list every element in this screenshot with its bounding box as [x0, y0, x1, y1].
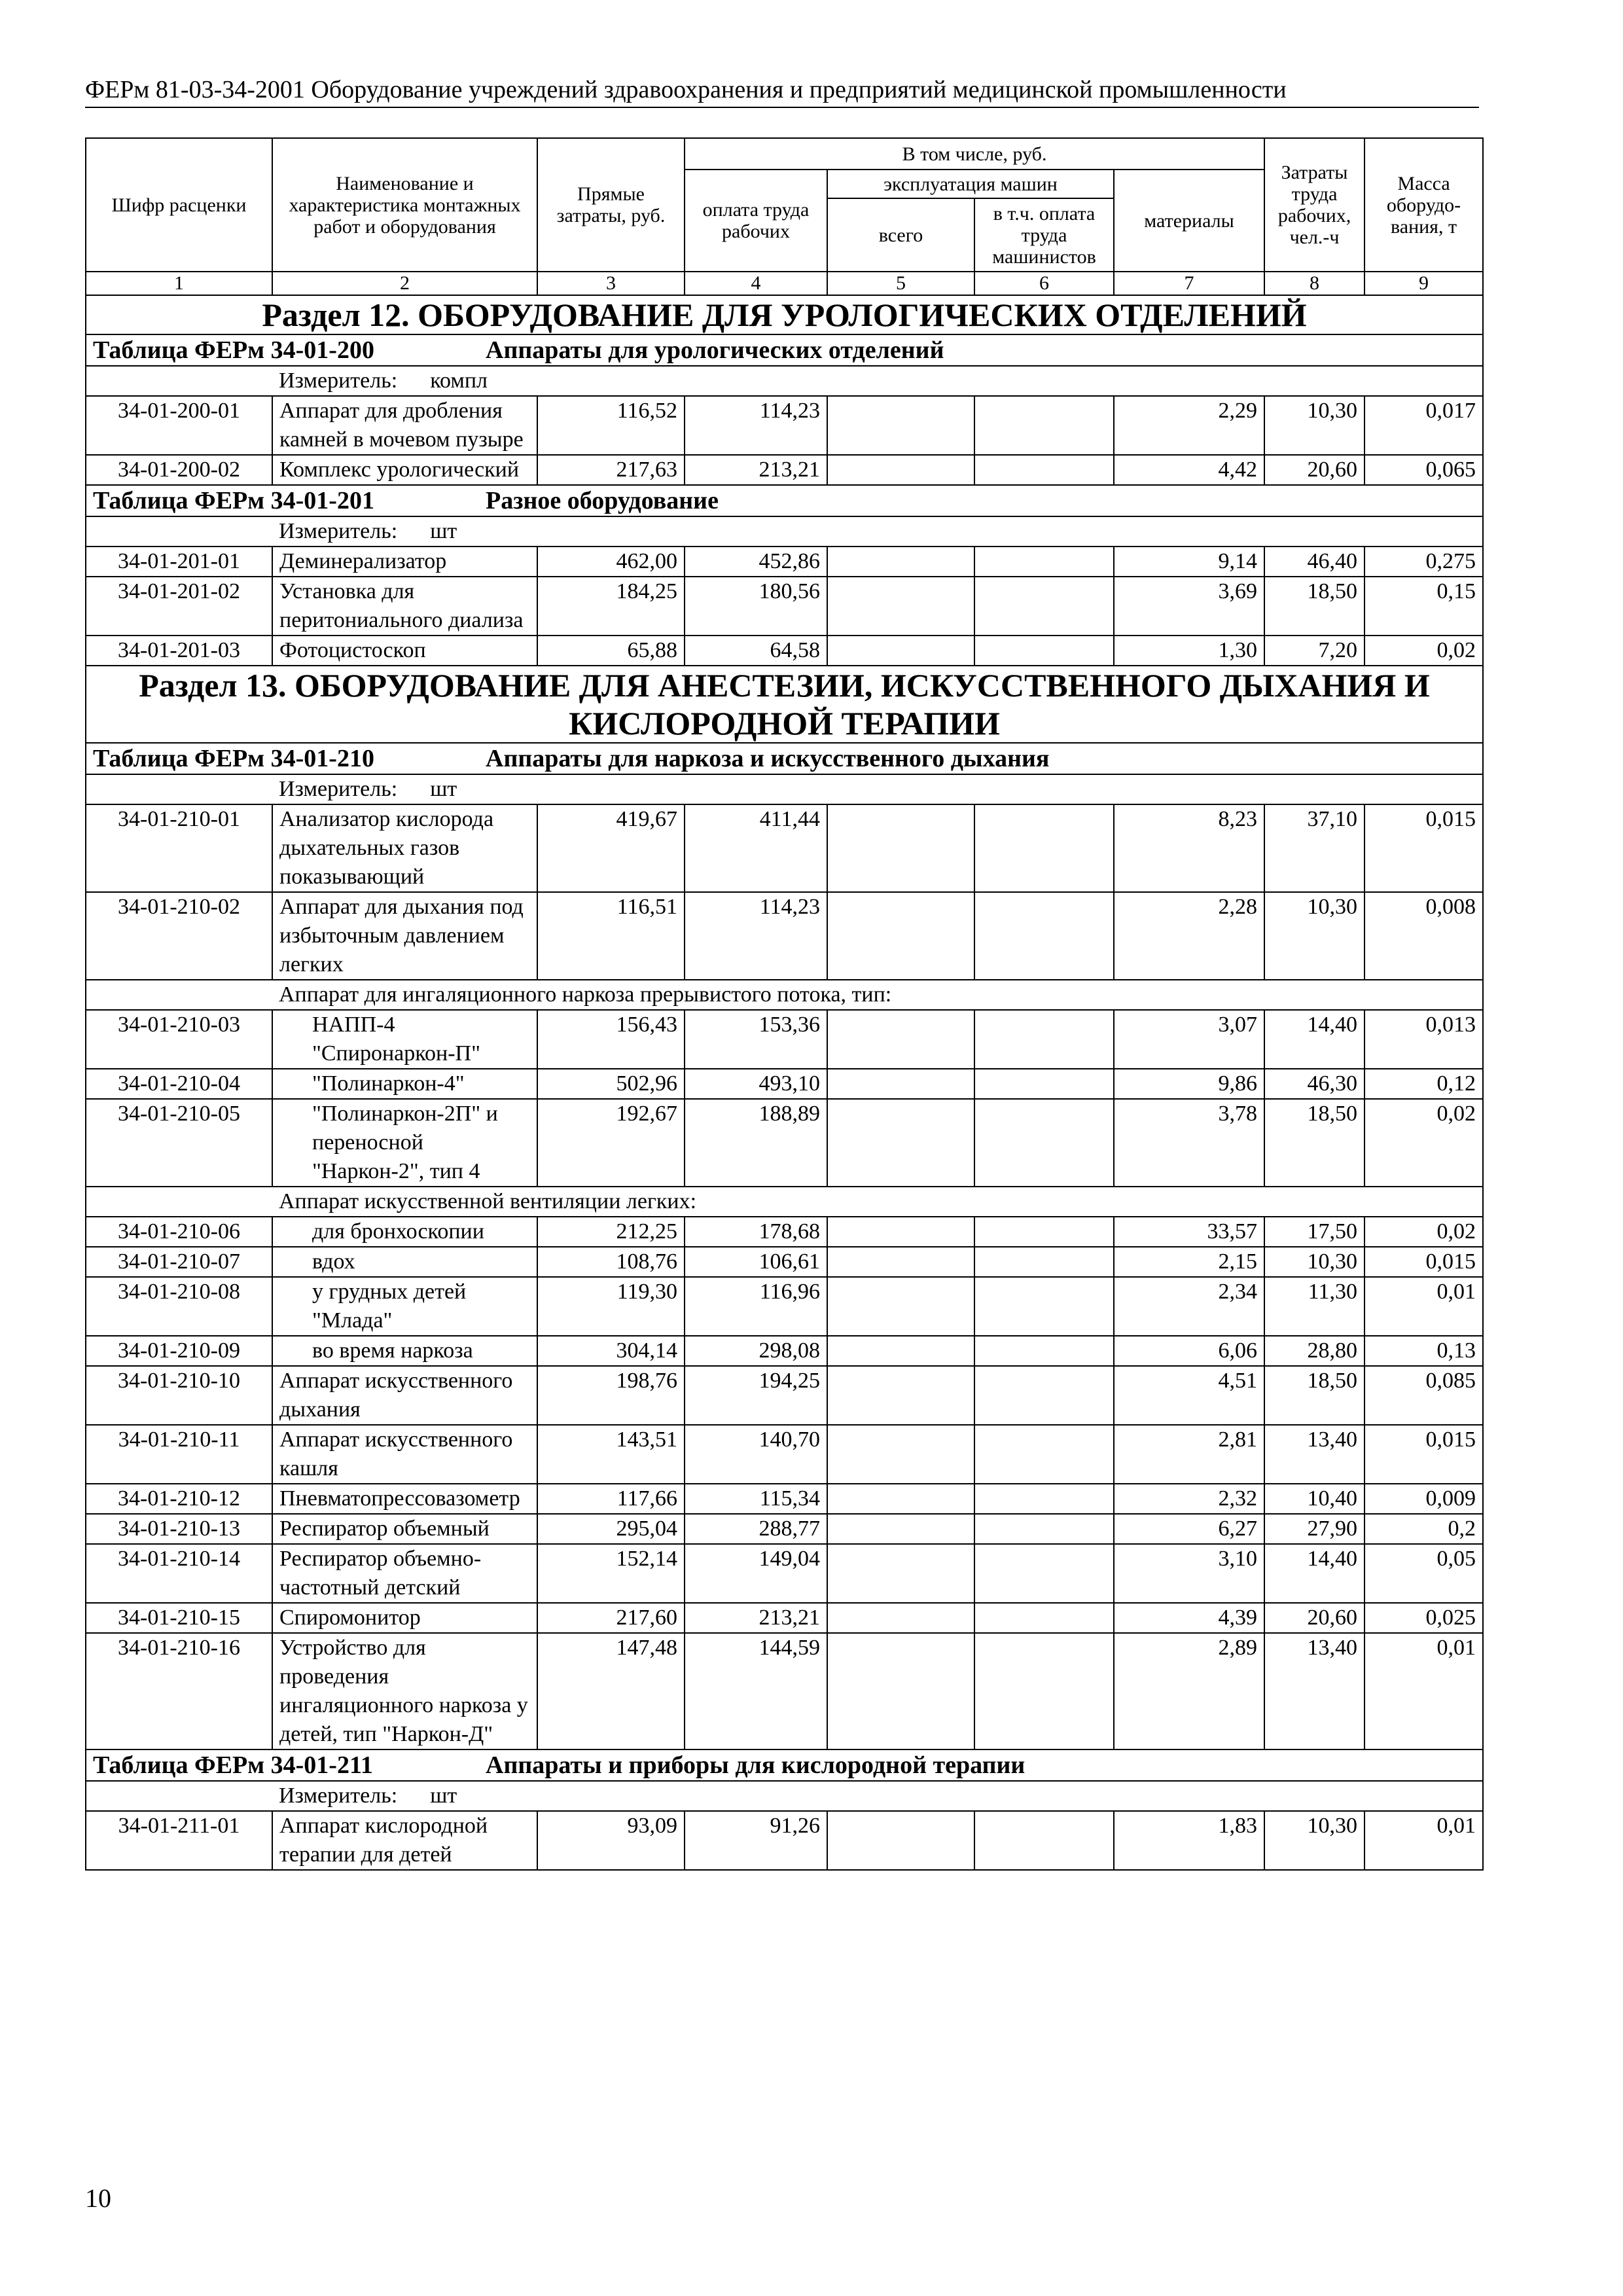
cell-direct-costs: 93,09: [537, 1811, 685, 1870]
cell-machines-total: [827, 1069, 974, 1099]
cell-machines-total: [827, 1514, 974, 1544]
cell-machines-total: [827, 577, 974, 636]
cell-machines-total: [827, 1010, 974, 1069]
col-number: 9: [1364, 272, 1483, 295]
cell-mass: 0,009: [1364, 1484, 1483, 1514]
cell-wages: 153,36: [685, 1010, 827, 1069]
table-row: [86, 1010, 1483, 1069]
cell-code: 34-01-210-06: [86, 1217, 272, 1247]
table-row: [86, 892, 1483, 980]
cell-machines-wages: [974, 1633, 1114, 1749]
col-number: 3: [537, 272, 685, 295]
group-caption: Аппарат искусственной вентиляции легких:: [272, 1187, 1483, 1217]
table-row: [86, 1425, 1483, 1484]
cell-materials: 2,15: [1114, 1247, 1264, 1277]
col-machines-header: эксплуатация машин: [827, 170, 1114, 198]
cell-code: 34-01-200-01: [86, 396, 272, 455]
cell-code: 34-01-210-13: [86, 1514, 272, 1544]
cell-labor: 14,40: [1264, 1010, 1364, 1069]
cell-labor: 28,80: [1264, 1336, 1364, 1366]
cell-name: "Полинаркон-2П" и переносной "Наркон-2", тип 4: [272, 1099, 537, 1187]
cell-wages: 188,89: [685, 1099, 827, 1187]
col-number: 6: [974, 272, 1114, 295]
col-name-header: Наименование и характеристика монтажных работ и оборудования: [272, 138, 537, 272]
cell-code: 34-01-210-08: [86, 1277, 272, 1336]
cell-labor: 17,50: [1264, 1217, 1364, 1247]
cell-machines-wages: [974, 1336, 1114, 1366]
cell-machines-wages: [974, 1010, 1114, 1069]
cell-machines-total: [827, 1277, 974, 1336]
cell-labor: 20,60: [1264, 455, 1364, 485]
cell-wages: 298,08: [685, 1336, 827, 1366]
cell-materials: 6,27: [1114, 1514, 1264, 1544]
cell-mass: 0,015: [1364, 1425, 1483, 1484]
cell-materials: 4,39: [1114, 1603, 1264, 1633]
col-mass-header: Масса оборудо-вания, т: [1364, 138, 1483, 272]
cell-materials: 3,69: [1114, 577, 1264, 636]
cell-materials: 3,10: [1114, 1544, 1264, 1603]
cell-direct-costs: 462,00: [537, 547, 685, 577]
cell-mass: 0,065: [1364, 455, 1483, 485]
cell-wages: 91,26: [685, 1811, 827, 1870]
cell-direct-costs: 147,48: [537, 1633, 685, 1749]
cell-wages: 116,96: [685, 1277, 827, 1336]
cell-wages: 411,44: [685, 804, 827, 892]
cell-direct-costs: 419,67: [537, 804, 685, 892]
cell-machines-total: [827, 1484, 974, 1514]
cell-labor: 46,40: [1264, 547, 1364, 577]
cell-direct-costs: 116,52: [537, 396, 685, 455]
cell-direct-costs: 117,66: [537, 1484, 685, 1514]
cell-machines-total: [827, 1633, 974, 1749]
table-row: [86, 1544, 1483, 1603]
cell-machines-total: [827, 1603, 974, 1633]
cell-code: 34-01-210-15: [86, 1603, 272, 1633]
cell-materials: 3,78: [1114, 1099, 1264, 1187]
cell-direct-costs: 143,51: [537, 1425, 685, 1484]
cell-mass: 0,017: [1364, 396, 1483, 455]
cell-code: 34-01-201-03: [86, 636, 272, 666]
cell-code: 34-01-210-01: [86, 804, 272, 892]
col-machines-wages-header: в т.ч. оплата труда машинистов: [974, 198, 1114, 272]
cell-mass: 0,2: [1364, 1514, 1483, 1544]
cell-name: Установка для перитониального диализа: [272, 577, 537, 636]
cell-labor: 7,20: [1264, 636, 1364, 666]
cell-machines-total: [827, 1544, 974, 1603]
cell-code: 34-01-211-01: [86, 1811, 272, 1870]
cell-machines-wages: [974, 804, 1114, 892]
cell-machines-total: [827, 1336, 974, 1366]
table-row: [86, 1484, 1483, 1514]
cell-direct-costs: 212,25: [537, 1217, 685, 1247]
cell-machines-wages: [974, 1277, 1114, 1336]
table-row: [86, 455, 1483, 485]
cell-mass: 0,02: [1364, 1099, 1483, 1187]
col-number: 5: [827, 272, 974, 295]
cell-mass: 0,02: [1364, 636, 1483, 666]
table-title: Аппараты для урологических отделений: [486, 336, 944, 364]
cell-machines-wages: [974, 577, 1114, 636]
cell-labor: 20,60: [1264, 1603, 1364, 1633]
table-code: Таблица ФЕРм 34-01-211: [93, 1751, 373, 1779]
cell-name: у грудных детей "Млада": [272, 1277, 537, 1336]
page-header: ФЕРм 81-03-34-2001 Оборудование учреждений здравоохранения и предприятий медицинской промышленности: [85, 75, 1479, 108]
cell-name: Спиромонитор: [272, 1603, 537, 1633]
cell-code: 34-01-210-07: [86, 1247, 272, 1277]
cell-materials: 9,14: [1114, 547, 1264, 577]
cell-labor: 46,30: [1264, 1069, 1364, 1099]
cell-labor: 10,30: [1264, 1247, 1364, 1277]
table-row: [86, 1247, 1483, 1277]
cell-machines-wages: [974, 1247, 1114, 1277]
table-row: [86, 577, 1483, 636]
cell-materials: 9,86: [1114, 1069, 1264, 1099]
cell-name: Респиратор объемный: [272, 1514, 537, 1544]
table-row: [86, 1811, 1483, 1870]
cell-direct-costs: 304,14: [537, 1336, 685, 1366]
table-row: [86, 1217, 1483, 1247]
cell-labor: 14,40: [1264, 1544, 1364, 1603]
cell-code: 34-01-210-05: [86, 1099, 272, 1187]
cell-labor: 37,10: [1264, 804, 1364, 892]
col-machines-total-header: всего: [827, 198, 974, 272]
col-number: 8: [1264, 272, 1364, 295]
cell-materials: 4,42: [1114, 455, 1264, 485]
measure-unit: Измеритель: шт: [272, 516, 1483, 547]
col-direct-header: Прямые затраты, руб.: [537, 138, 685, 272]
cell-direct-costs: 116,51: [537, 892, 685, 980]
cell-name: Аппарат для дробления камней в мочевом пузыре: [272, 396, 537, 455]
cell-mass: 0,15: [1364, 577, 1483, 636]
cell-name: Аппарат для дыхания под избыточным давлением легких: [272, 892, 537, 980]
table-row: [86, 1099, 1483, 1187]
cell-name: для бронхоскопии: [272, 1217, 537, 1247]
cell-wages: 213,21: [685, 455, 827, 485]
table-row: [86, 1277, 1483, 1336]
cell-materials: 2,32: [1114, 1484, 1264, 1514]
cell-name: во время наркоза: [272, 1336, 537, 1366]
cell-machines-total: [827, 1366, 974, 1425]
cell-direct-costs: 198,76: [537, 1366, 685, 1425]
cell-materials: 2,89: [1114, 1633, 1264, 1749]
cell-direct-costs: 156,43: [537, 1010, 685, 1069]
cell-labor: 18,50: [1264, 1366, 1364, 1425]
cell-materials: 33,57: [1114, 1217, 1264, 1247]
cell-code: 34-01-201-02: [86, 577, 272, 636]
cell-name: Аппарат искусственного кашля: [272, 1425, 537, 1484]
col-wages-header: оплата труда рабочих: [685, 170, 827, 272]
cell-machines-wages: [974, 1099, 1114, 1187]
cell-materials: 3,07: [1114, 1010, 1264, 1069]
cell-materials: 2,28: [1114, 892, 1264, 980]
cell-name: Аппарат кислородной терапии для детей: [272, 1811, 537, 1870]
table-heading: [86, 1749, 1483, 1781]
col-labor-header: Затраты труда рабочих, чел.-ч: [1264, 138, 1364, 272]
cell-direct-costs: 192,67: [537, 1099, 685, 1187]
table-row: [86, 1603, 1483, 1633]
cell-materials: 2,34: [1114, 1277, 1264, 1336]
cell-machines-wages: [974, 1603, 1114, 1633]
cell-direct-costs: 217,63: [537, 455, 685, 485]
cell-machines-total: [827, 396, 974, 455]
table-row: [86, 1336, 1483, 1366]
cell-materials: 1,30: [1114, 636, 1264, 666]
cell-machines-wages: [974, 1811, 1114, 1870]
cell-direct-costs: 108,76: [537, 1247, 685, 1277]
cell-mass: 0,12: [1364, 1069, 1483, 1099]
cell-code: 34-01-201-01: [86, 547, 272, 577]
cell-code: 34-01-210-02: [86, 892, 272, 980]
cell-name: Фотоцистоскоп: [272, 636, 537, 666]
cell-wages: 178,68: [685, 1217, 827, 1247]
cell-labor: 13,40: [1264, 1633, 1364, 1749]
cell-mass: 0,015: [1364, 804, 1483, 892]
cell-machines-total: [827, 804, 974, 892]
cell-direct-costs: 119,30: [537, 1277, 685, 1336]
cell-machines-wages: [974, 547, 1114, 577]
cell-labor: 10,30: [1264, 1811, 1364, 1870]
cell-machines-total: [827, 1811, 974, 1870]
cell-mass: 0,275: [1364, 547, 1483, 577]
cell-machines-wages: [974, 1069, 1114, 1099]
cell-materials: 2,81: [1114, 1425, 1264, 1484]
cell-machines-wages: [974, 1514, 1114, 1544]
measure-unit: Измеритель: шт: [272, 1781, 1483, 1811]
cell-mass: 0,01: [1364, 1277, 1483, 1336]
cell-wages: 493,10: [685, 1069, 827, 1099]
cell-wages: 106,61: [685, 1247, 827, 1277]
cell-machines-wages: [974, 1425, 1114, 1484]
col-code-header: Шифр расценки: [86, 138, 272, 272]
measure-unit: Измеритель: компл: [272, 366, 1483, 396]
cell-code: 34-01-210-09: [86, 1336, 272, 1366]
cell-mass: 0,13: [1364, 1336, 1483, 1366]
cell-code: 34-01-210-04: [86, 1069, 272, 1099]
table-row: [86, 547, 1483, 577]
cell-machines-wages: [974, 396, 1114, 455]
cell-machines-wages: [974, 1366, 1114, 1425]
cell-machines-wages: [974, 1544, 1114, 1603]
cell-wages: 452,86: [685, 547, 827, 577]
cell-labor: 11,30: [1264, 1277, 1364, 1336]
cell-wages: 194,25: [685, 1366, 827, 1425]
table-row: [86, 636, 1483, 666]
cell-machines-total: [827, 455, 974, 485]
table-row: [86, 1633, 1483, 1749]
cell-direct-costs: 217,60: [537, 1603, 685, 1633]
cell-machines-total: [827, 1247, 974, 1277]
cell-machines-total: [827, 547, 974, 577]
col-incl-header: В том числе, руб.: [685, 138, 1264, 170]
table-head: [86, 138, 1483, 295]
table-row: [86, 804, 1483, 892]
table-code: Таблица ФЕРм 34-01-201: [93, 487, 374, 514]
table-row: [86, 396, 1483, 455]
cell-machines-total: [827, 1217, 974, 1247]
cell-direct-costs: 295,04: [537, 1514, 685, 1544]
section-title: Раздел 13. ОБОРУДОВАНИЕ ДЛЯ АНЕСТЕЗИИ, ИСКУССТВЕННОГО ДЫХАНИЯ И КИСЛОРОДНОЙ ТЕРАПИИ: [86, 666, 1483, 743]
cell-labor: 27,90: [1264, 1514, 1364, 1544]
cell-direct-costs: 502,96: [537, 1069, 685, 1099]
cell-machines-wages: [974, 636, 1114, 666]
cell-wages: 144,59: [685, 1633, 827, 1749]
cell-code: 34-01-210-16: [86, 1633, 272, 1749]
cell-name: Деминерализатор: [272, 547, 537, 577]
cell-mass: 0,085: [1364, 1366, 1483, 1425]
cell-code: 34-01-210-11: [86, 1425, 272, 1484]
cell-materials: 8,23: [1114, 804, 1264, 892]
cell-machines-wages: [974, 455, 1114, 485]
table-row: [86, 1069, 1483, 1099]
cell-wages: 180,56: [685, 577, 827, 636]
table-code: Таблица ФЕРм 34-01-200: [93, 336, 374, 364]
cell-wages: 213,21: [685, 1603, 827, 1633]
table-heading: [86, 334, 1483, 366]
cell-machines-wages: [974, 1217, 1114, 1247]
cell-machines-total: [827, 892, 974, 980]
section-title: Раздел 12. ОБОРУДОВАНИЕ ДЛЯ УРОЛОГИЧЕСКИХ ОТДЕЛЕНИЙ: [86, 295, 1483, 334]
cell-wages: 288,77: [685, 1514, 827, 1544]
cell-mass: 0,013: [1364, 1010, 1483, 1069]
cell-materials: 2,29: [1114, 396, 1264, 455]
col-materials-header: материалы: [1114, 170, 1264, 272]
cell-labor: 18,50: [1264, 1099, 1364, 1187]
table-heading: [86, 485, 1483, 516]
cell-machines-wages: [974, 1484, 1114, 1514]
cell-name: вдох: [272, 1247, 537, 1277]
cell-machines-total: [827, 1425, 974, 1484]
cell-name: НАПП-4 "Спиронаркон-П": [272, 1010, 537, 1069]
cell-labor: 10,30: [1264, 892, 1364, 980]
col-number: 2: [272, 272, 537, 295]
cell-mass: 0,05: [1364, 1544, 1483, 1603]
measure-unit: Измеритель: шт: [272, 774, 1483, 804]
group-caption: Аппарат для ингаляционного наркоза прерывистого потока, тип:: [272, 980, 1483, 1010]
cell-machines-total: [827, 1099, 974, 1187]
cell-wages: 115,34: [685, 1484, 827, 1514]
table-title: Аппараты для наркоза и искусственного дыхания: [486, 745, 1050, 772]
col-number: 7: [1114, 272, 1264, 295]
cell-name: Пневматопрессовазометр: [272, 1484, 537, 1514]
cell-code: 34-01-210-12: [86, 1484, 272, 1514]
cell-name: Анализатор кислорода дыхательных газов показывающий: [272, 804, 537, 892]
cell-code: 34-01-210-10: [86, 1366, 272, 1425]
cell-name: Устройство для проведения ингаляционного наркоза у детей, тип "Наркон-Д": [272, 1633, 537, 1749]
cell-wages: 114,23: [685, 892, 827, 980]
cell-labor: 13,40: [1264, 1425, 1364, 1484]
cell-wages: 114,23: [685, 396, 827, 455]
rates-table: [85, 137, 1484, 1871]
table-row: [86, 1514, 1483, 1544]
cell-labor: 10,40: [1264, 1484, 1364, 1514]
column-numbers-row: [86, 272, 1483, 295]
cell-wages: 64,58: [685, 636, 827, 666]
col-number: 1: [86, 272, 272, 295]
cell-mass: 0,02: [1364, 1217, 1483, 1247]
table-row: [86, 1366, 1483, 1425]
cell-code: 34-01-210-03: [86, 1010, 272, 1069]
table-code: Таблица ФЕРм 34-01-210: [93, 745, 374, 772]
cell-mass: 0,01: [1364, 1633, 1483, 1749]
cell-direct-costs: 184,25: [537, 577, 685, 636]
cell-machines-total: [827, 636, 974, 666]
cell-materials: 4,51: [1114, 1366, 1264, 1425]
cell-name: Респиратор объемно-частотный детский: [272, 1544, 537, 1603]
table-title: Аппараты и приборы для кислородной терапии: [486, 1751, 1026, 1779]
col-number: 4: [685, 272, 827, 295]
cell-wages: 140,70: [685, 1425, 827, 1484]
cell-machines-wages: [974, 892, 1114, 980]
table-title: Разное оборудование: [486, 487, 719, 514]
cell-materials: 6,06: [1114, 1336, 1264, 1366]
cell-labor: 18,50: [1264, 577, 1364, 636]
cell-direct-costs: 152,14: [537, 1544, 685, 1603]
cell-mass: 0,025: [1364, 1603, 1483, 1633]
cell-materials: 1,83: [1114, 1811, 1264, 1870]
cell-wages: 149,04: [685, 1544, 827, 1603]
cell-mass: 0,015: [1364, 1247, 1483, 1277]
cell-code: 34-01-200-02: [86, 455, 272, 485]
table-heading: [86, 743, 1483, 774]
cell-name: Аппарат искусственного дыхания: [272, 1366, 537, 1425]
cell-labor: 10,30: [1264, 396, 1364, 455]
cell-mass: 0,01: [1364, 1811, 1483, 1870]
cell-mass: 0,008: [1364, 892, 1483, 980]
cell-name: "Полинаркон-4": [272, 1069, 537, 1099]
cell-code: 34-01-210-14: [86, 1544, 272, 1603]
cell-name: Комплекс урологический: [272, 455, 537, 485]
page-number: 10: [85, 2183, 111, 2213]
cell-direct-costs: 65,88: [537, 636, 685, 666]
